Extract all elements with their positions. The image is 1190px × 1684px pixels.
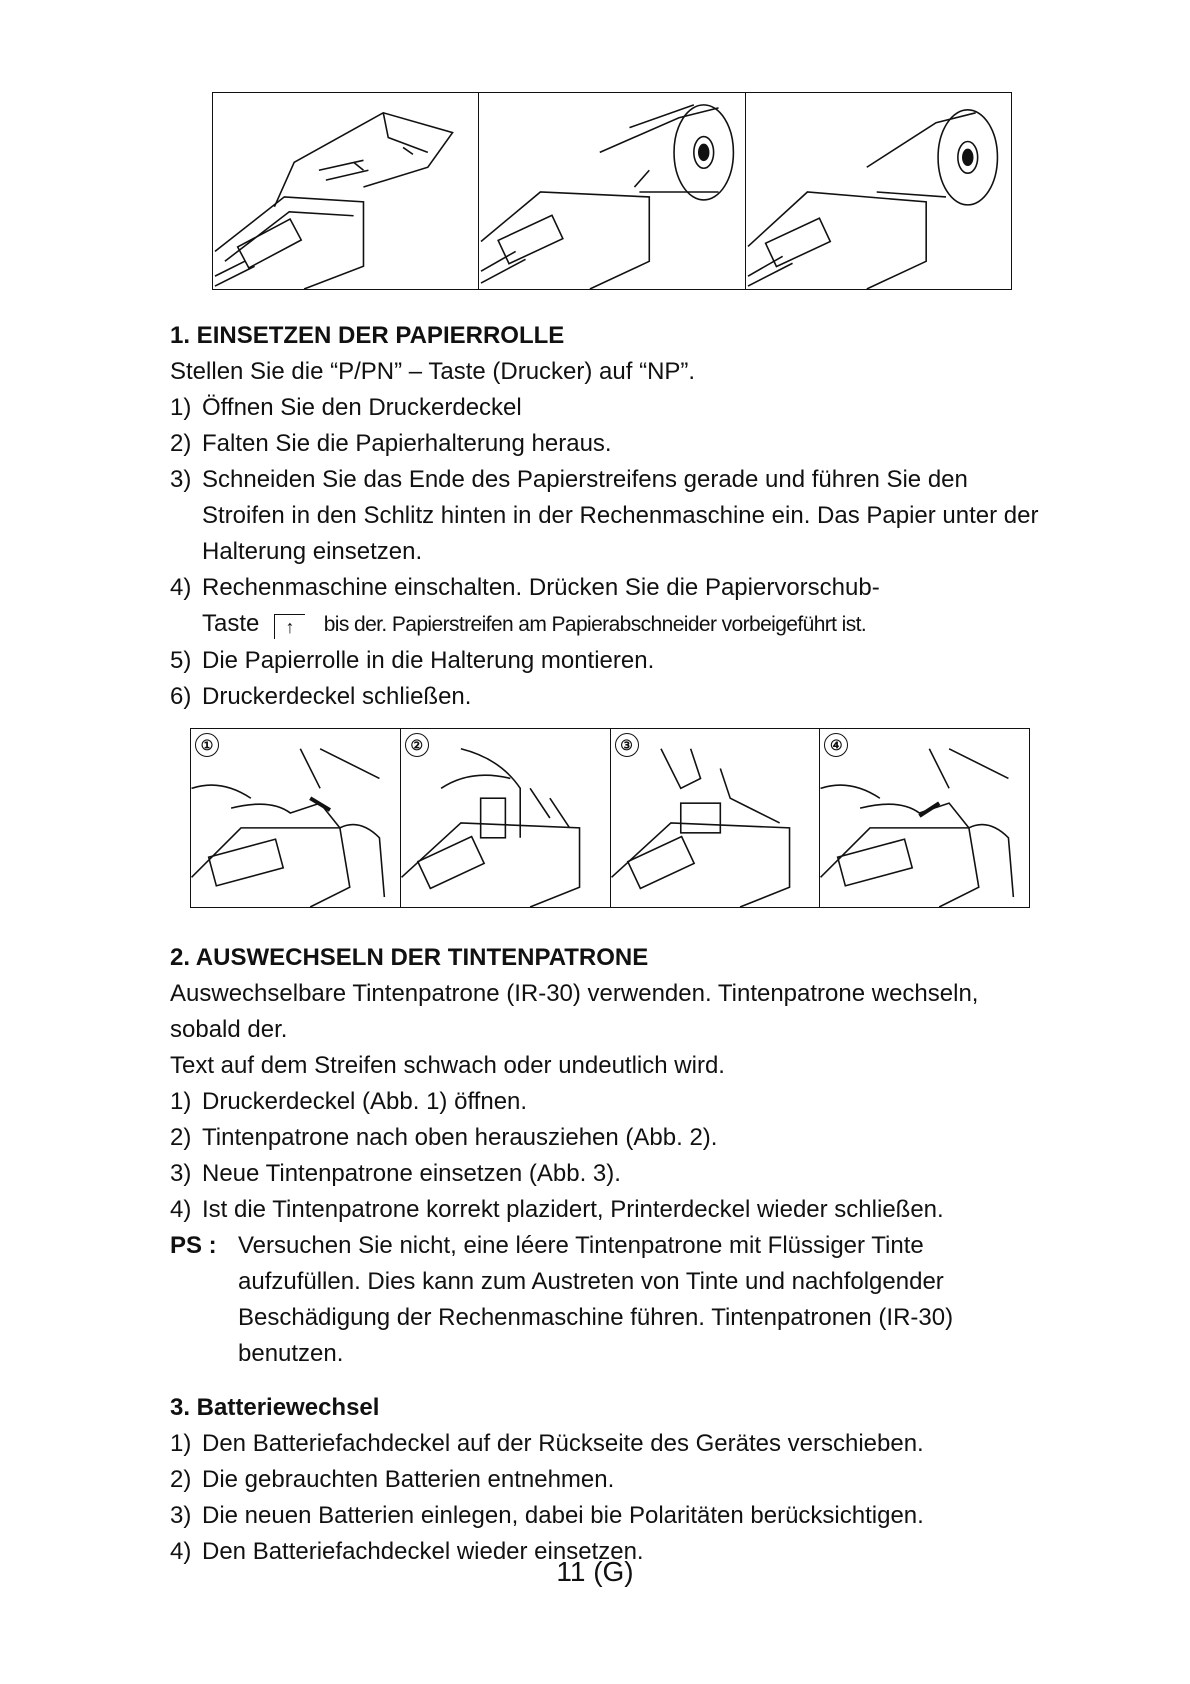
illustration-roll-mounted xyxy=(746,92,1012,290)
paper-roll-illustrations xyxy=(212,92,1012,290)
step-number-badge: ③ xyxy=(615,733,639,757)
section-title: 3. Batteriewechsel xyxy=(170,1394,380,1421)
illustration-step-2 xyxy=(401,728,611,908)
section-title: 1. EINSETZEN DER PAPIERROLLE xyxy=(170,322,565,349)
list-item: 3) Schneiden Sie das Ende des Papierstreifens gerade und führen Sie den Stroifen in den Schlitz hinten in der Rechenmaschine ein. Das Papier unter der Halterung einsetzen. xyxy=(170,466,1039,565)
section-intro: Auswechselbare Tintenpatrone (IR-30) verwenden. Tintenpatrone wechseln, sobald der. xyxy=(170,980,979,1043)
close-cover-drawing xyxy=(820,729,1029,907)
illustration-roll-insert xyxy=(479,92,745,290)
illustration-step-4 xyxy=(820,728,1030,908)
list-item: 1) Den Batteriefachdeckel auf der Rückseite des Gerätes verschieben. xyxy=(170,1430,924,1457)
list-item: 4) Den Batteriefachdeckel wieder einsetzen. xyxy=(170,1538,644,1565)
calculator-roll-mounted-drawing xyxy=(746,93,1011,289)
list-item: 3) Neue Tintenpatrone einsetzen (Abb. 3). xyxy=(170,1160,621,1187)
section-title: 2. AUSWECHSELN DER TINTENPATRONE xyxy=(170,944,649,971)
section-ink-cartridge xyxy=(170,940,1050,1372)
step-number-badge: ② xyxy=(405,733,429,757)
list-item: 2) Die gebrauchten Batterien entnehmen. xyxy=(170,1466,615,1493)
list-item: 6) Druckerdeckel schließen. xyxy=(170,683,472,710)
calculator-drawing xyxy=(213,93,478,289)
list-item: 5) Die Papierrolle in die Halterung montieren. xyxy=(170,647,655,674)
list-item: 3) Die neuen Batterien einlegen, dabei bie Polaritäten berücksichtigen. xyxy=(170,1502,924,1529)
open-cover-drawing xyxy=(191,729,400,907)
page-number: 11 (G) xyxy=(556,1556,634,1587)
list-item: 2) Falten Sie die Papierhalterung heraus. xyxy=(170,430,612,457)
insert-cartridge-drawing xyxy=(611,729,820,907)
list-item: 1) Öffnen Sie den Druckerdeckel xyxy=(170,394,522,421)
section-intro-2: Text auf dem Streifen schwach oder undeutlich wird. xyxy=(170,1052,725,1079)
ps-note: PS : Versuchen Sie nicht, eine léere Tintenpatrone mit Flüssiger Tinte aufzufüllen. Dies kann zum Austreten von Tinte und nachfolgender Beschädigung der Rechenmaschine führen. Tintenpatronen (IR-30) benutzen. xyxy=(170,1232,954,1367)
illustration-step-3 xyxy=(611,728,821,908)
list-item: 2) Tintenpatrone nach oben herausziehen (Abb. 2). xyxy=(170,1124,718,1151)
list-item: 4) Rechenmaschine einschalten. Drücken Sie die Papiervorschub- Taste ↑ bis der. Papierstreifen am Papierabschneider vorbeigeführt ist. xyxy=(170,574,880,637)
illustration-paper-holder xyxy=(212,92,479,290)
remove-cartridge-drawing xyxy=(401,729,610,907)
section-intro: Stellen Sie die “P/PN” – Taste (Drucker) auf “NP”. xyxy=(170,358,696,385)
list-item: 4) Ist die Tintenpatrone korrekt plazidert, Printerdeckel wieder schließen. xyxy=(170,1196,944,1223)
list-item: 1) Druckerdeckel (Abb. 1) öffnen. xyxy=(170,1088,528,1115)
step-number-badge: ① xyxy=(195,733,219,757)
calculator-with-roll-drawing xyxy=(479,93,744,289)
paper-feed-key-icon: ↑ xyxy=(274,614,305,639)
step-number-badge: ④ xyxy=(824,733,848,757)
ink-cartridge-illustrations xyxy=(190,728,1030,908)
section-paper-roll xyxy=(170,318,1050,715)
section-battery xyxy=(170,1390,1050,1570)
illustration-step-1 xyxy=(190,728,401,908)
